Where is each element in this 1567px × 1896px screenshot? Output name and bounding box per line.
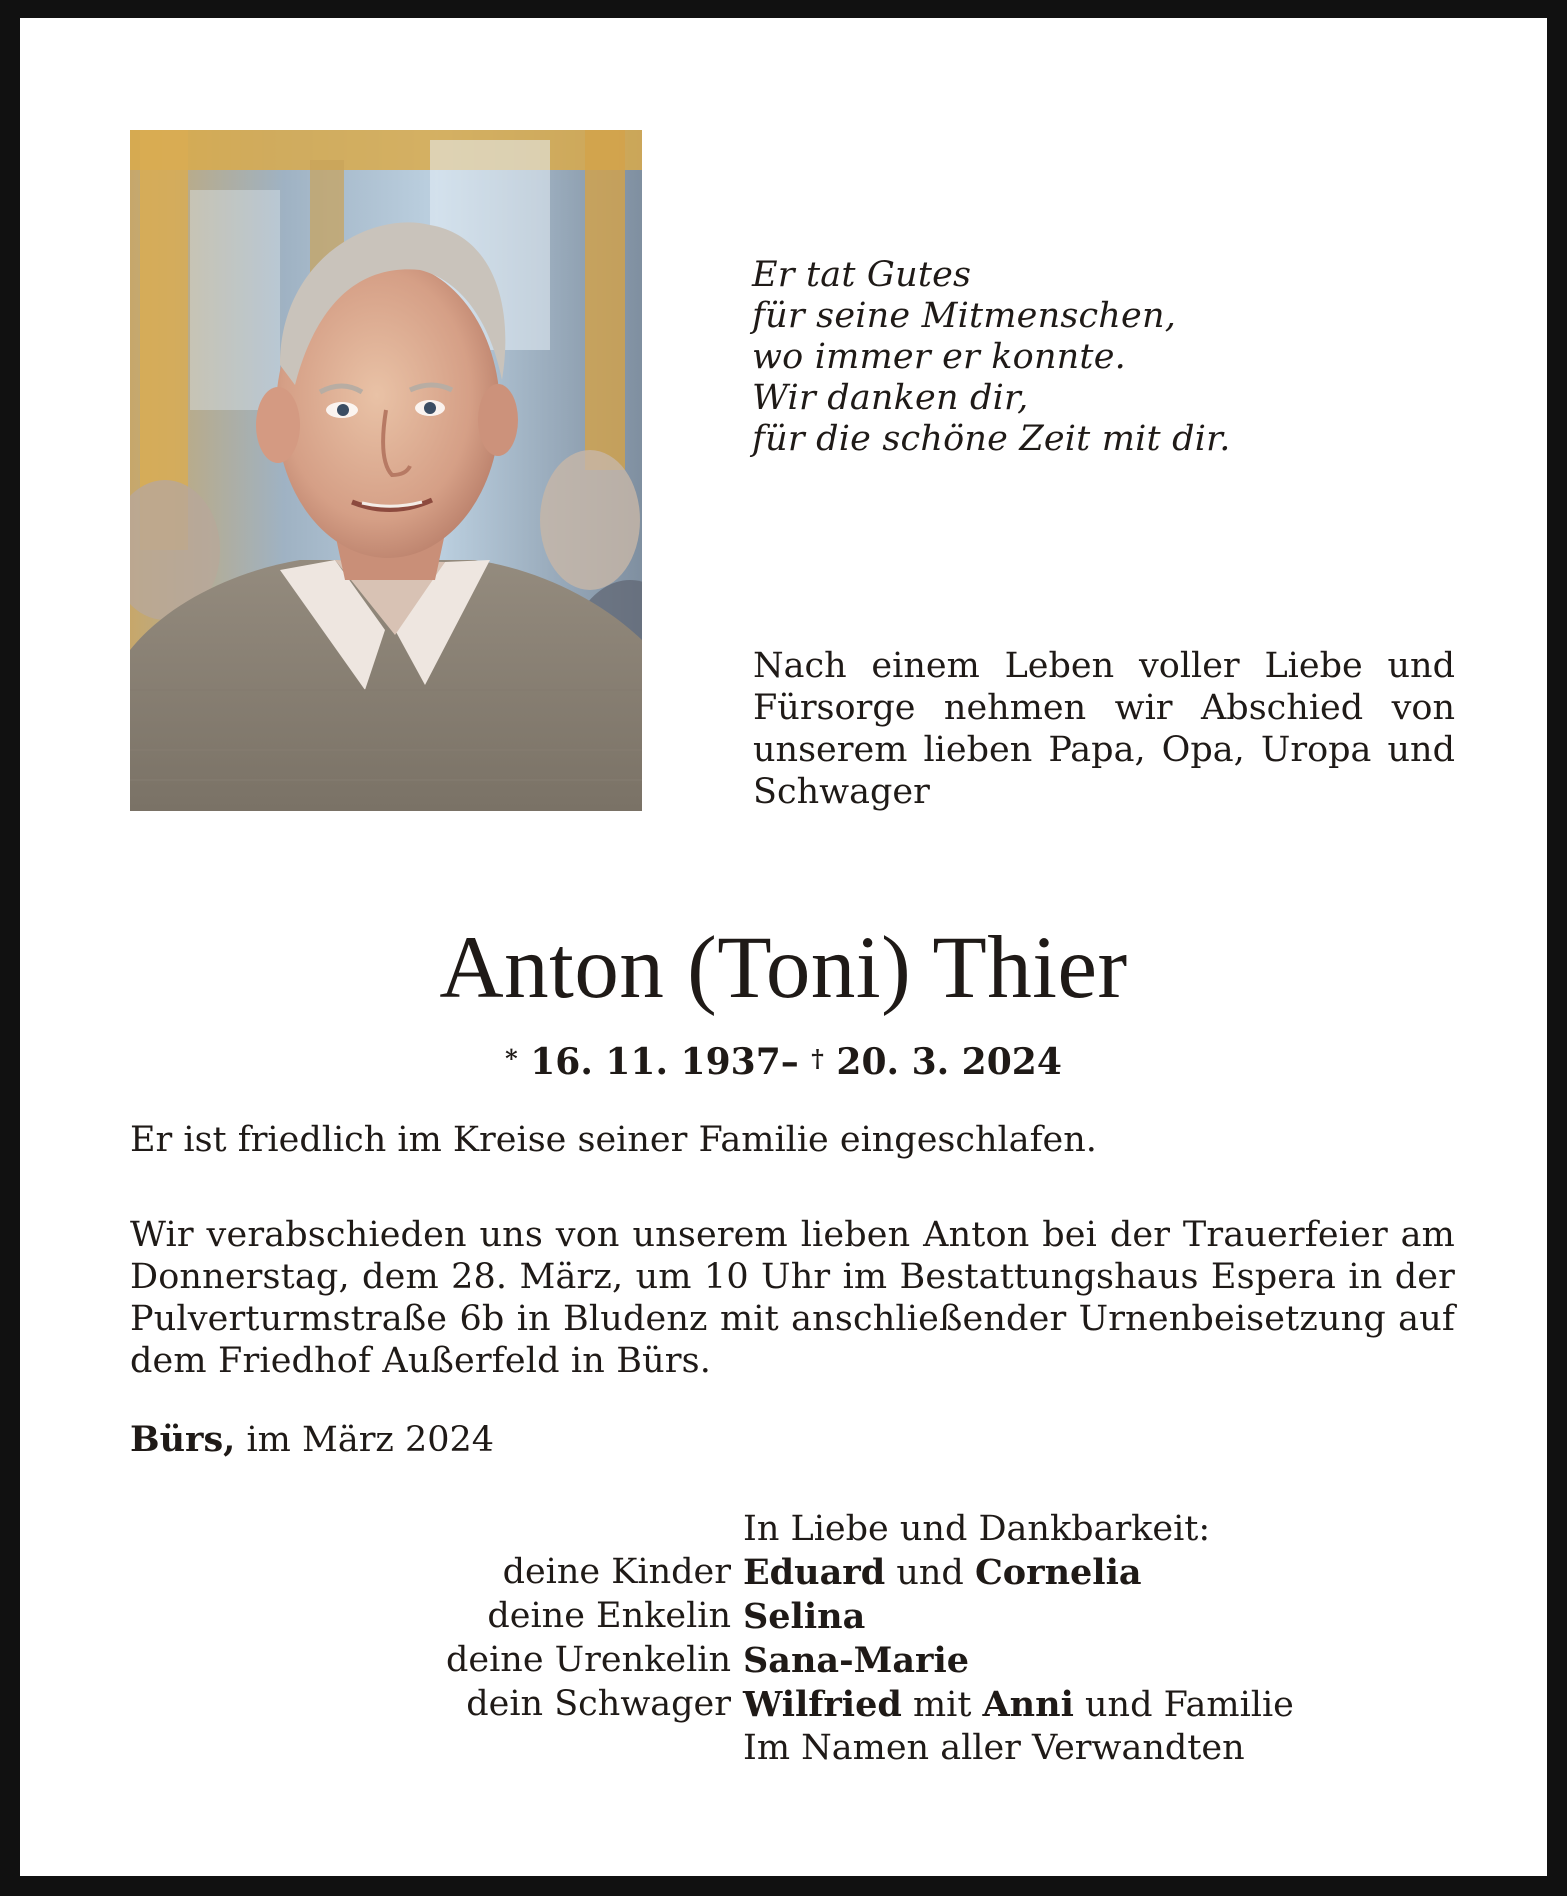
date-text: im März 2024: [235, 1420, 495, 1460]
poem-line: für seine Mitmenschen,: [752, 296, 1177, 336]
portrait-illustration: [130, 130, 642, 811]
poem-line: für die schöne Zeit mit dir.: [752, 419, 1231, 459]
brotherinlaw-label: dein Schwager: [466, 1684, 731, 1724]
death-symbol: †: [811, 1044, 824, 1073]
deceased-name: Anton (Toni) Thier: [439, 919, 1128, 1017]
poem-line: wo immer er konnte.: [752, 337, 1126, 377]
grandchild-label: deine Enkelin: [487, 1596, 731, 1636]
poem: [752, 255, 1312, 460]
portrait-photo: [130, 130, 642, 811]
place-date-line: [130, 1419, 494, 1461]
greatgrandchild-name: Sana-Marie: [743, 1640, 970, 1681]
family-row-greatgrandchild: [20, 1639, 1547, 1683]
brotherinlaw-name: Wilfried: [743, 1684, 902, 1725]
family-heading: In Liebe und Dankbarkeit:: [743, 1509, 1211, 1549]
family-heading-row: [20, 1508, 1547, 1551]
grandchild-name: Selina: [743, 1596, 866, 1637]
birth-symbol: *: [505, 1044, 518, 1073]
greatgrandchild-label: deine Urenkelin: [445, 1640, 731, 1680]
family-row-relatives: [20, 1727, 1547, 1770]
family-row-brotherinlaw: dein Schwager Wilfried mit Anni und Familie: [20, 1683, 1547, 1727]
birth-date: 16. 11. 1937: [530, 1041, 781, 1083]
family-signature: [20, 1508, 1547, 1770]
place-name: Bürs,: [130, 1419, 236, 1460]
date-separator: –: [780, 1041, 799, 1083]
family-row-grandchild: [20, 1595, 1547, 1639]
child-name: Eduard: [743, 1552, 886, 1593]
poem-line: Wir danken dir,: [752, 378, 1029, 418]
poem-line: Er tat Gutes: [752, 255, 972, 295]
life-dates: [20, 1040, 1547, 1084]
sleep-sentence: Er ist friedlich im Kreise seiner Familie eingeschlafen.: [130, 1120, 1097, 1160]
brotherinlaw-spouse-name: Anni: [982, 1684, 1074, 1725]
family-row-children: deine Kinder Eduard und Cornelia: [20, 1551, 1547, 1595]
death-date: 20. 3. 2024: [836, 1041, 1062, 1083]
intro-paragraph: Nach einem Leben voller Liebe und Fürsorge nehmen wir Abschied von unserem lieben Papa, Opa, Uropa und Schwager: [753, 646, 1455, 812]
children-label: deine Kinder: [502, 1552, 731, 1592]
child-name: Cornelia: [974, 1552, 1142, 1593]
relatives-line: Im Namen aller Verwandten: [743, 1728, 1245, 1768]
funeral-paragraph: Wir verabschieden uns von unserem lieben Anton bei der Trauerfeier am Donnerstag, dem 28. März, um 10 Uhr im Bestattungshaus Espera in der Pulverturmstraße 6b in Bludenz mit anschließender Urnenbeisetzung auf dem Friedhof Außerfeld in Bürs.: [130, 1215, 1455, 1381]
